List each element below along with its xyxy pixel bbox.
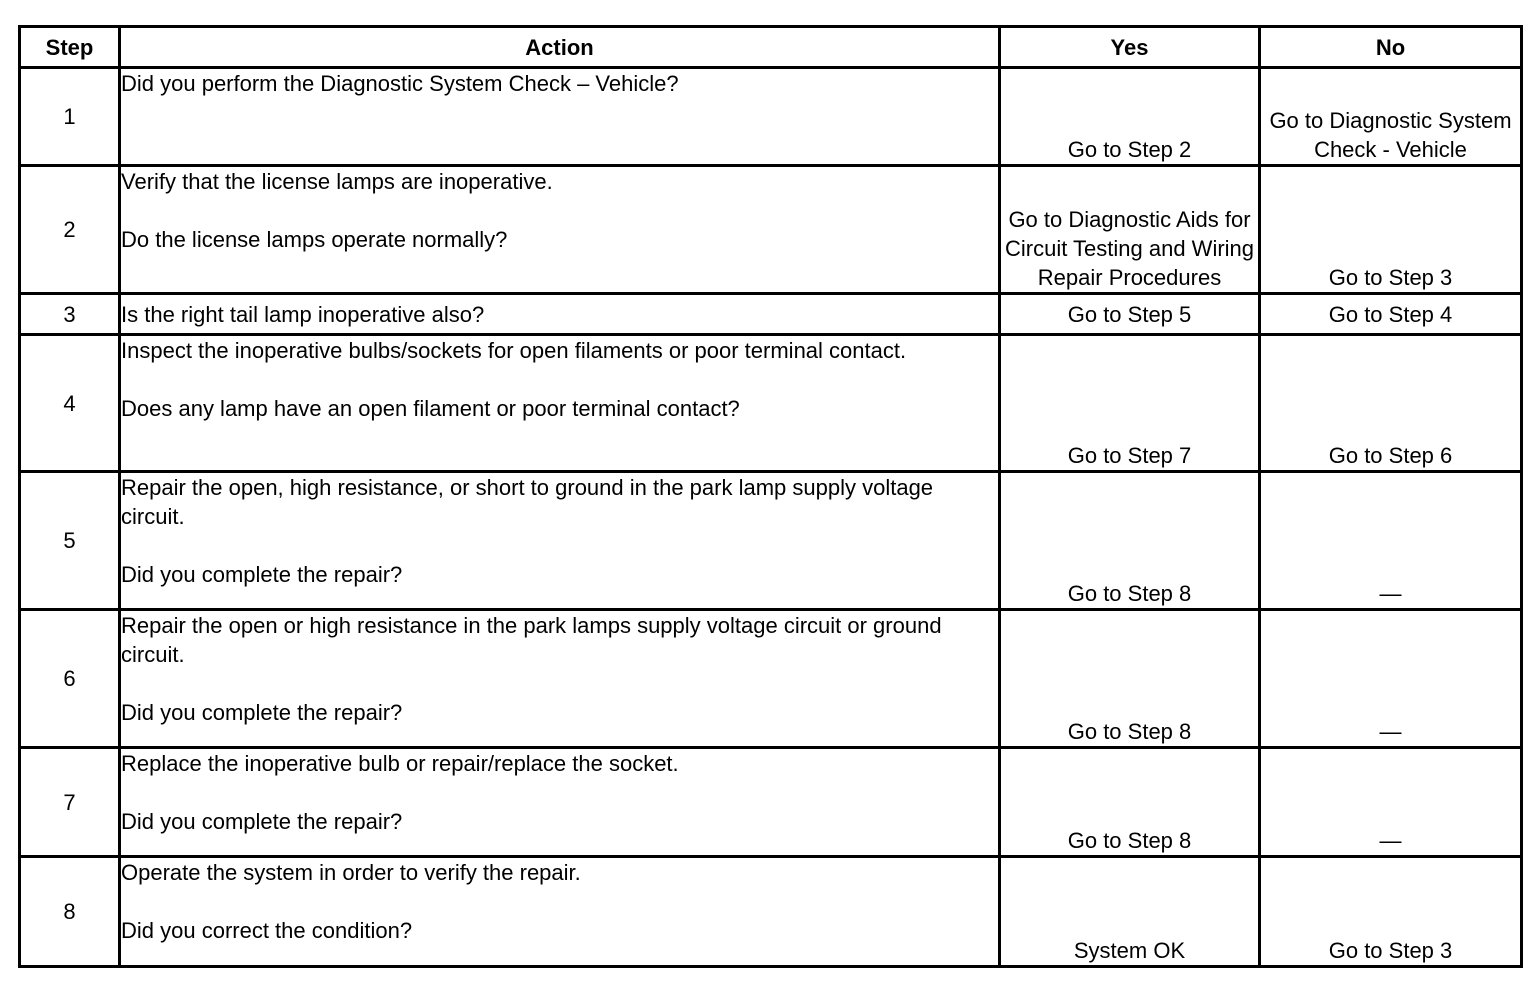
action-question: Does any lamp have an open filament or poor terminal contact? — [121, 396, 740, 421]
action-cell — [120, 748, 1000, 857]
table-row — [20, 610, 1522, 748]
action-cell — [120, 472, 1000, 610]
action-cell — [120, 857, 1000, 967]
diagnostic-table — [18, 25, 1523, 968]
action-cell — [120, 335, 1000, 472]
no-result: Go to Step 6 — [1260, 335, 1522, 472]
yes-result: Go to Step 8 — [1000, 748, 1260, 857]
action-text: Repair the open, high resistance, or short to ground in the park lamp supply voltage circuit. — [121, 475, 934, 529]
step-number: 3 — [20, 294, 120, 335]
action-text: Replace the inoperative bulb or repair/replace the socket. — [121, 751, 679, 776]
no-result: Go to Step 3 — [1260, 857, 1522, 967]
header-yes: Yes — [1000, 27, 1260, 68]
no-result: Go to Diagnostic System Check - Vehicle — [1260, 68, 1522, 166]
yes-result: Go to Step 8 — [1000, 472, 1260, 610]
table-row — [20, 472, 1522, 610]
action-cell — [120, 294, 1000, 335]
table-row — [20, 857, 1522, 967]
yes-result: System OK — [1000, 857, 1260, 967]
yes-result: Go to Step 7 — [1000, 335, 1260, 472]
header-no: No — [1260, 27, 1522, 68]
no-result: — — [1260, 748, 1522, 857]
action-question: Do the license lamps operate normally? — [121, 227, 508, 252]
table-row — [20, 748, 1522, 857]
table-row — [20, 294, 1522, 335]
yes-result: Go to Step 5 — [1000, 294, 1260, 335]
action-text: Verify that the license lamps are inoperative. — [121, 169, 553, 194]
header-step: Step — [20, 27, 120, 68]
action-cell — [120, 68, 1000, 166]
no-result: Go to Step 4 — [1260, 294, 1522, 335]
table-row — [20, 68, 1522, 166]
action-text: Did you perform the Diagnostic System Check – Vehicle? — [121, 71, 679, 96]
step-number: 6 — [20, 610, 120, 748]
action-cell — [120, 610, 1000, 748]
no-result: — — [1260, 472, 1522, 610]
action-question: Did you complete the repair? — [121, 562, 403, 587]
step-number: 8 — [20, 857, 120, 967]
step-number: 4 — [20, 335, 120, 472]
step-number: 5 — [20, 472, 120, 610]
action-question: Did you complete the repair? — [121, 809, 403, 834]
action-question: Did you correct the condition? — [121, 918, 413, 943]
header-row — [20, 27, 1522, 68]
yes-result: Go to Diagnostic Aids for Circuit Testing and Wiring Repair Procedures — [1000, 166, 1260, 294]
step-number: 2 — [20, 166, 120, 294]
table-row — [20, 335, 1522, 472]
no-result: Go to Step 3 — [1260, 166, 1522, 294]
yes-result: Go to Step 8 — [1000, 610, 1260, 748]
no-result: — — [1260, 610, 1522, 748]
action-question: Did you complete the repair? — [121, 700, 403, 725]
action-text: Inspect the inoperative bulbs/sockets for open filaments or poor terminal contact. — [121, 338, 907, 363]
yes-result: Go to Step 2 — [1000, 68, 1260, 166]
step-number: 1 — [20, 68, 120, 166]
header-action: Action — [120, 27, 1000, 68]
action-text: Is the right tail lamp inoperative also? — [121, 301, 485, 327]
action-text: Operate the system in order to verify the repair. — [121, 860, 581, 885]
action-cell — [120, 166, 1000, 294]
table-row — [20, 166, 1522, 294]
step-number: 7 — [20, 748, 120, 857]
action-text: Repair the open or high resistance in the park lamps supply voltage circuit or ground circuit. — [121, 613, 942, 667]
